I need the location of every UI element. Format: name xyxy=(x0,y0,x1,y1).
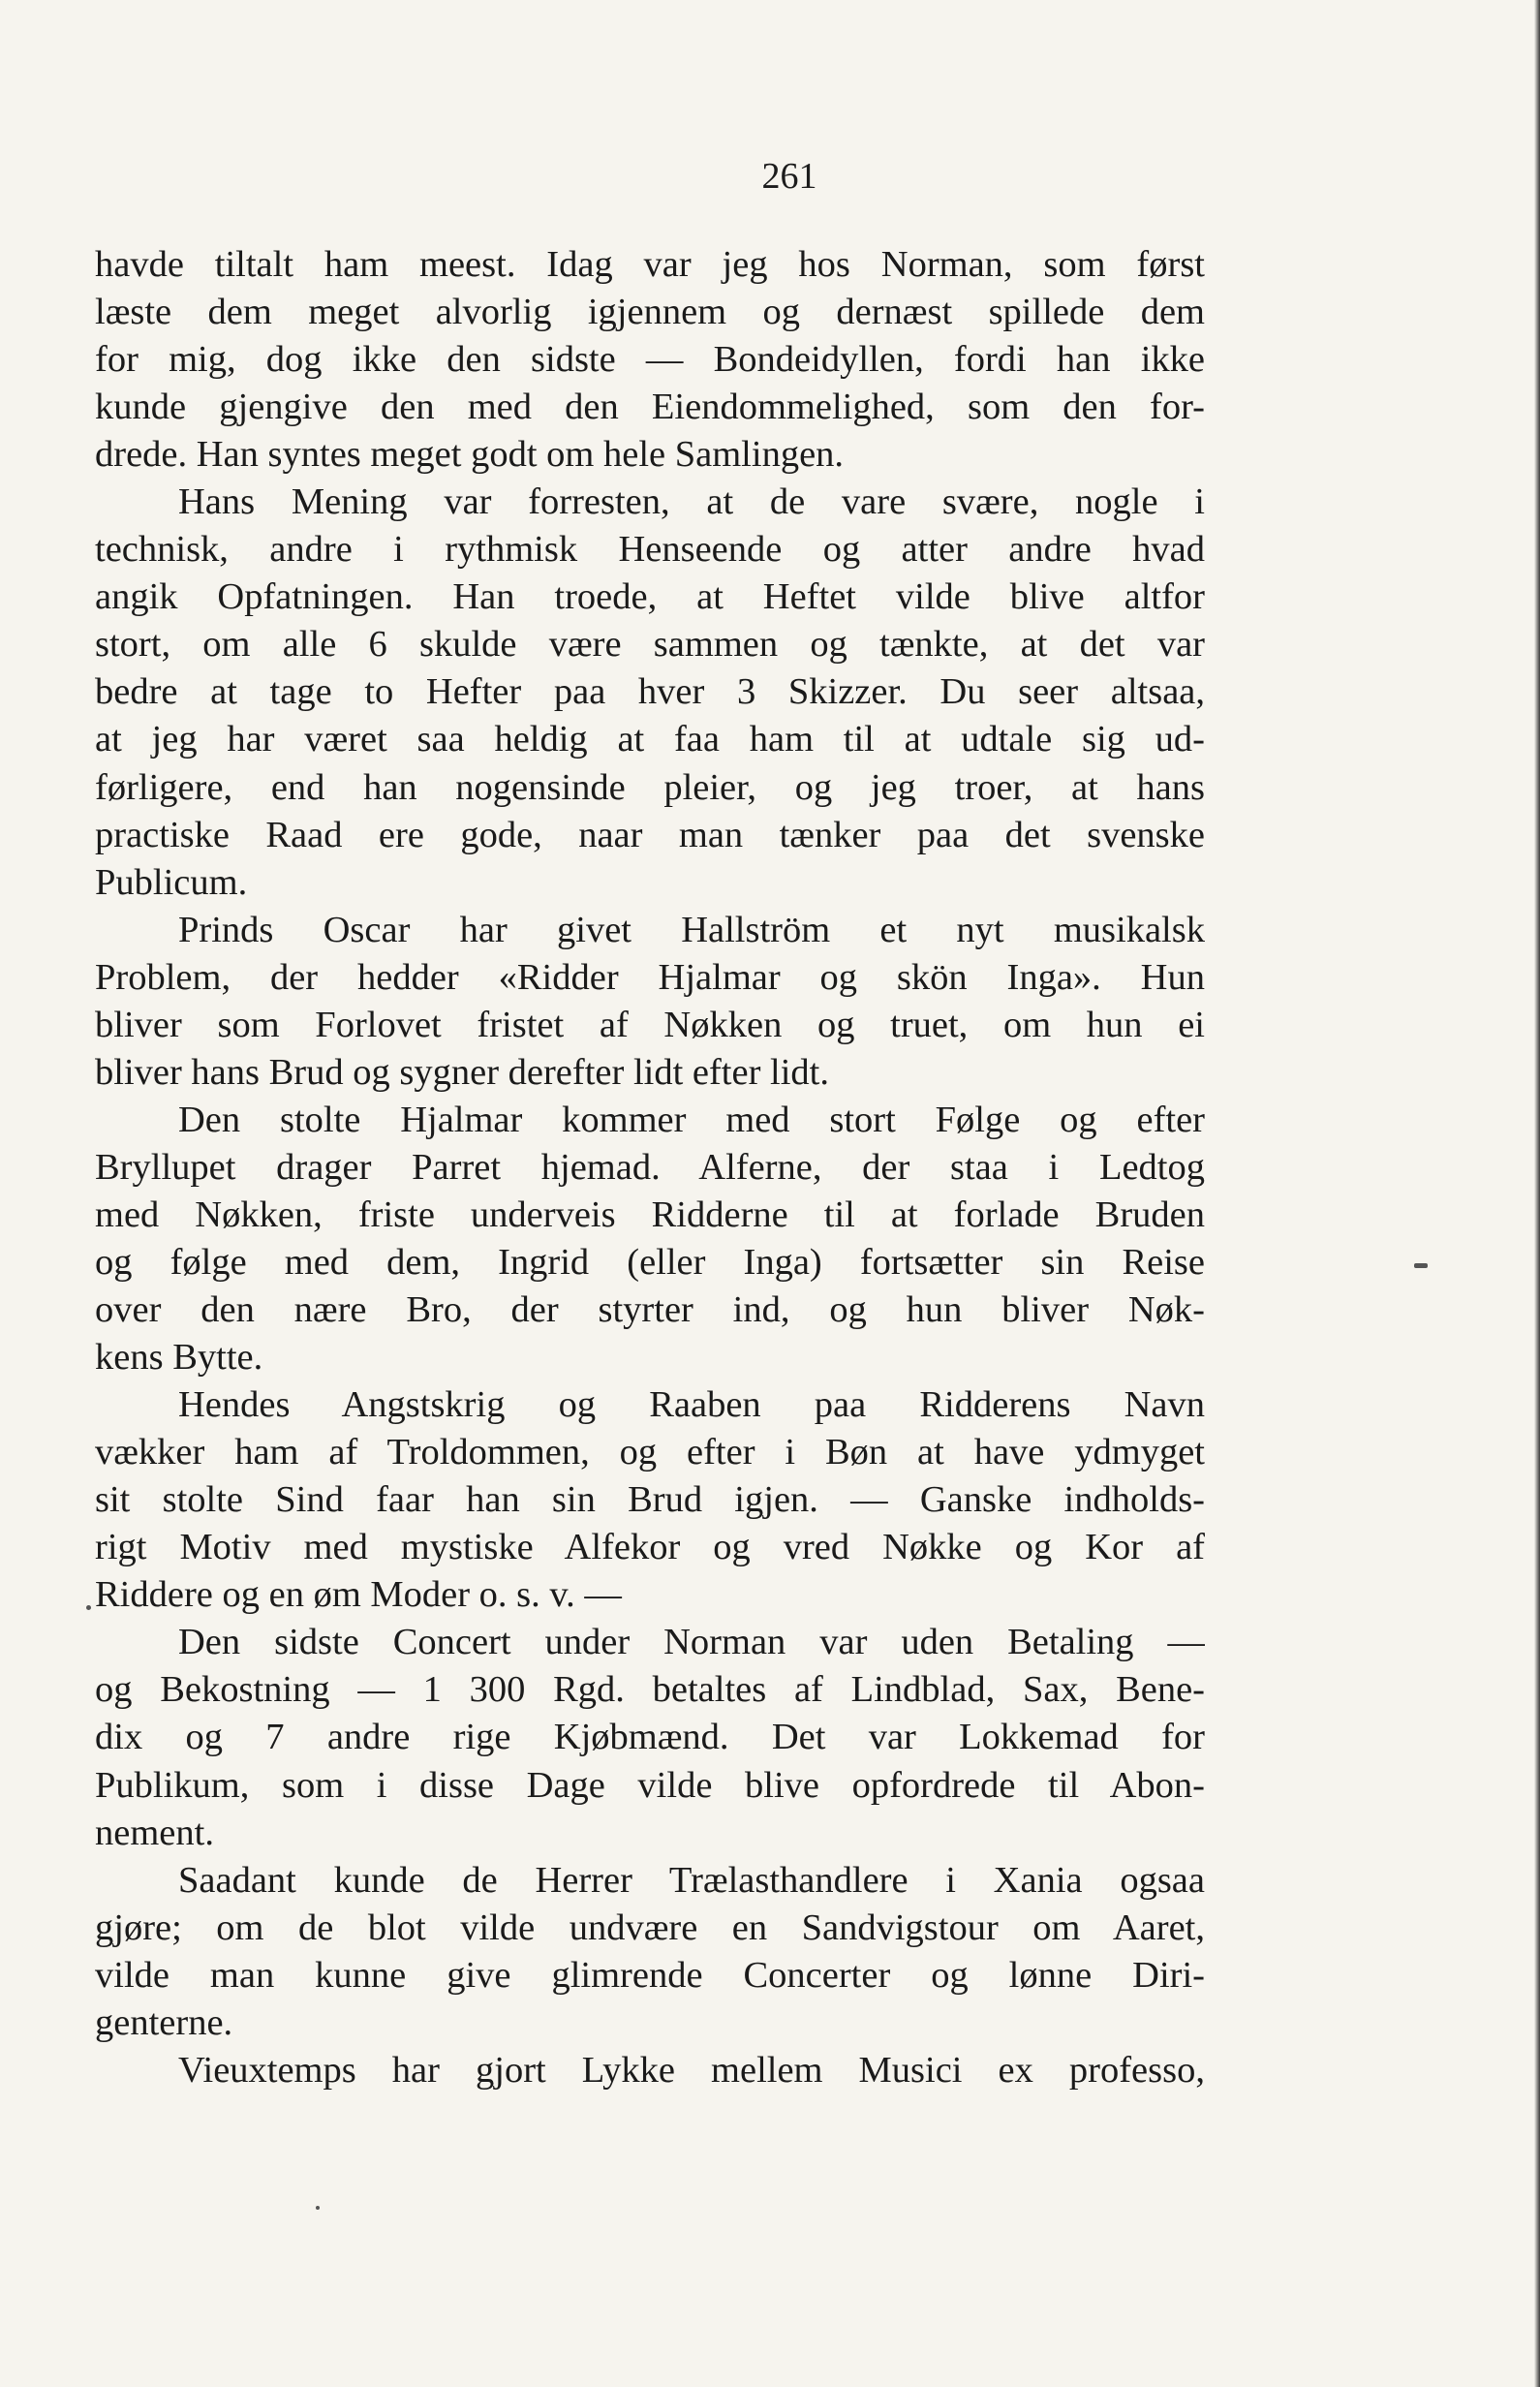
text-line: kunde gjengive den med den Eiendommelighed, som den for- xyxy=(95,387,1205,428)
text-line: Publicum. xyxy=(95,861,248,903)
text-line: Prinds Oscar har givet Hallström et nyt musikalsk xyxy=(178,909,1205,950)
text-line: gjøre; om de blot vilde undvære en Sandvigstour om Aaret, xyxy=(95,1906,1205,1948)
text-line: med Nøkken, friste underveis Ridderne til at forlade Bruden xyxy=(95,1194,1205,1235)
text-line: og følge med dem, Ingrid (eller Inga) fortsætter sin Reise xyxy=(95,1241,1205,1283)
text-line: havde tiltalt ham meest. Idag var jeg hos Norman, som først xyxy=(95,244,1205,285)
text-line: førligere, end han nogensinde pleier, og jeg troer, at hans xyxy=(95,766,1205,808)
text-line: Problem, der hedder «Ridder Hjalmar og skön Inga». Hun xyxy=(95,956,1205,998)
text-line: rigt Motiv med mystiske Alfekor og vred Nøkke og Kor af xyxy=(95,1527,1205,1568)
text-line: nement. xyxy=(95,1812,214,1853)
text-line: Den stolte Hjalmar kommer med stort Følge og efter xyxy=(178,1099,1205,1140)
text-line: vækker ham af Troldommen, og efter i Bøn at have ydmyget xyxy=(95,1432,1205,1473)
text-line: bliver hans Brud og sygner derefter lidt efter lidt. xyxy=(95,1051,830,1093)
text-line: læste dem meget alvorlig igjennem og dernæst spillede dem xyxy=(95,292,1205,333)
ink-speck xyxy=(1414,1263,1428,1268)
text-line: bliver som Forlovet fristet af Nøkken og truet, om hun ei xyxy=(95,1004,1205,1045)
text-line: sit stolte Sind faar han sin Brud igjen. — Ganske indholds- xyxy=(95,1479,1205,1521)
text-line: over den nære Bro, der styrter ind, og hun bliver Nøk- xyxy=(95,1289,1205,1331)
text-line: Hans Mening var forresten, at de vare svære, nogle i xyxy=(178,481,1205,523)
page-number: 261 xyxy=(761,156,817,197)
text-line: kens Bytte. xyxy=(95,1337,263,1379)
ink-speck xyxy=(316,2206,320,2210)
page-edge-shadow xyxy=(1534,0,1540,2387)
text-line: vilde man kunne give glimrende Concerter og lønne Diri- xyxy=(95,1954,1205,1996)
text-line: Publikum, som i disse Dage vilde blive opfordrede til Abon- xyxy=(95,1764,1205,1806)
text-line: practiske Raad ere gode, naar man tænker paa det svenske xyxy=(95,814,1205,855)
text-line: for mig, dog ikke den sidste — Bondeidyllen, fordi han ikke xyxy=(95,339,1205,381)
text-line: at jeg har været saa heldig at faa ham til at udtale sig ud- xyxy=(95,719,1205,760)
text-line: Vieuxtemps har gjort Lykke mellem Musici ex professo, xyxy=(178,2049,1205,2091)
text-line: technisk, andre i rythmisk Henseende og atter andre hvad xyxy=(95,529,1205,571)
text-line: Den sidste Concert under Norman var uden Betaling — xyxy=(178,1622,1205,1663)
text-line: dix og 7 andre rige Kjøbmænd. Det var Lokkemad for xyxy=(95,1717,1205,1758)
text-line: Riddere og en øm Moder o. s. v. — xyxy=(95,1574,622,1616)
text-line: genterne. xyxy=(95,2001,233,2043)
text-line: Bryllupet drager Parret hjemad. Alferne, der staa i Ledtog xyxy=(95,1146,1205,1188)
text-line: stort, om alle 6 skulde være sammen og tænkte, at det var xyxy=(95,624,1205,666)
text-line: og Bekostning — 1 300 Rgd. betaltes af Lindblad, Sax, Bene- xyxy=(95,1669,1205,1711)
text-line: bedre at tage to Hefter paa hver 3 Skizzer. Du seer altsaa, xyxy=(95,671,1205,713)
ink-speck xyxy=(86,1605,91,1610)
text-line: Hendes Angstskrig og Raaben paa Ridderens Navn xyxy=(178,1384,1205,1426)
text-line: angik Opfatningen. Han troede, at Heftet vilde blive altfor xyxy=(95,576,1205,618)
text-line: drede. Han syntes meget godt om hele Samlingen. xyxy=(95,434,845,476)
text-line: Saadant kunde de Herrer Trælasthandlere i Xania ogsaa xyxy=(178,1859,1205,1901)
body-text xyxy=(95,241,1205,2094)
